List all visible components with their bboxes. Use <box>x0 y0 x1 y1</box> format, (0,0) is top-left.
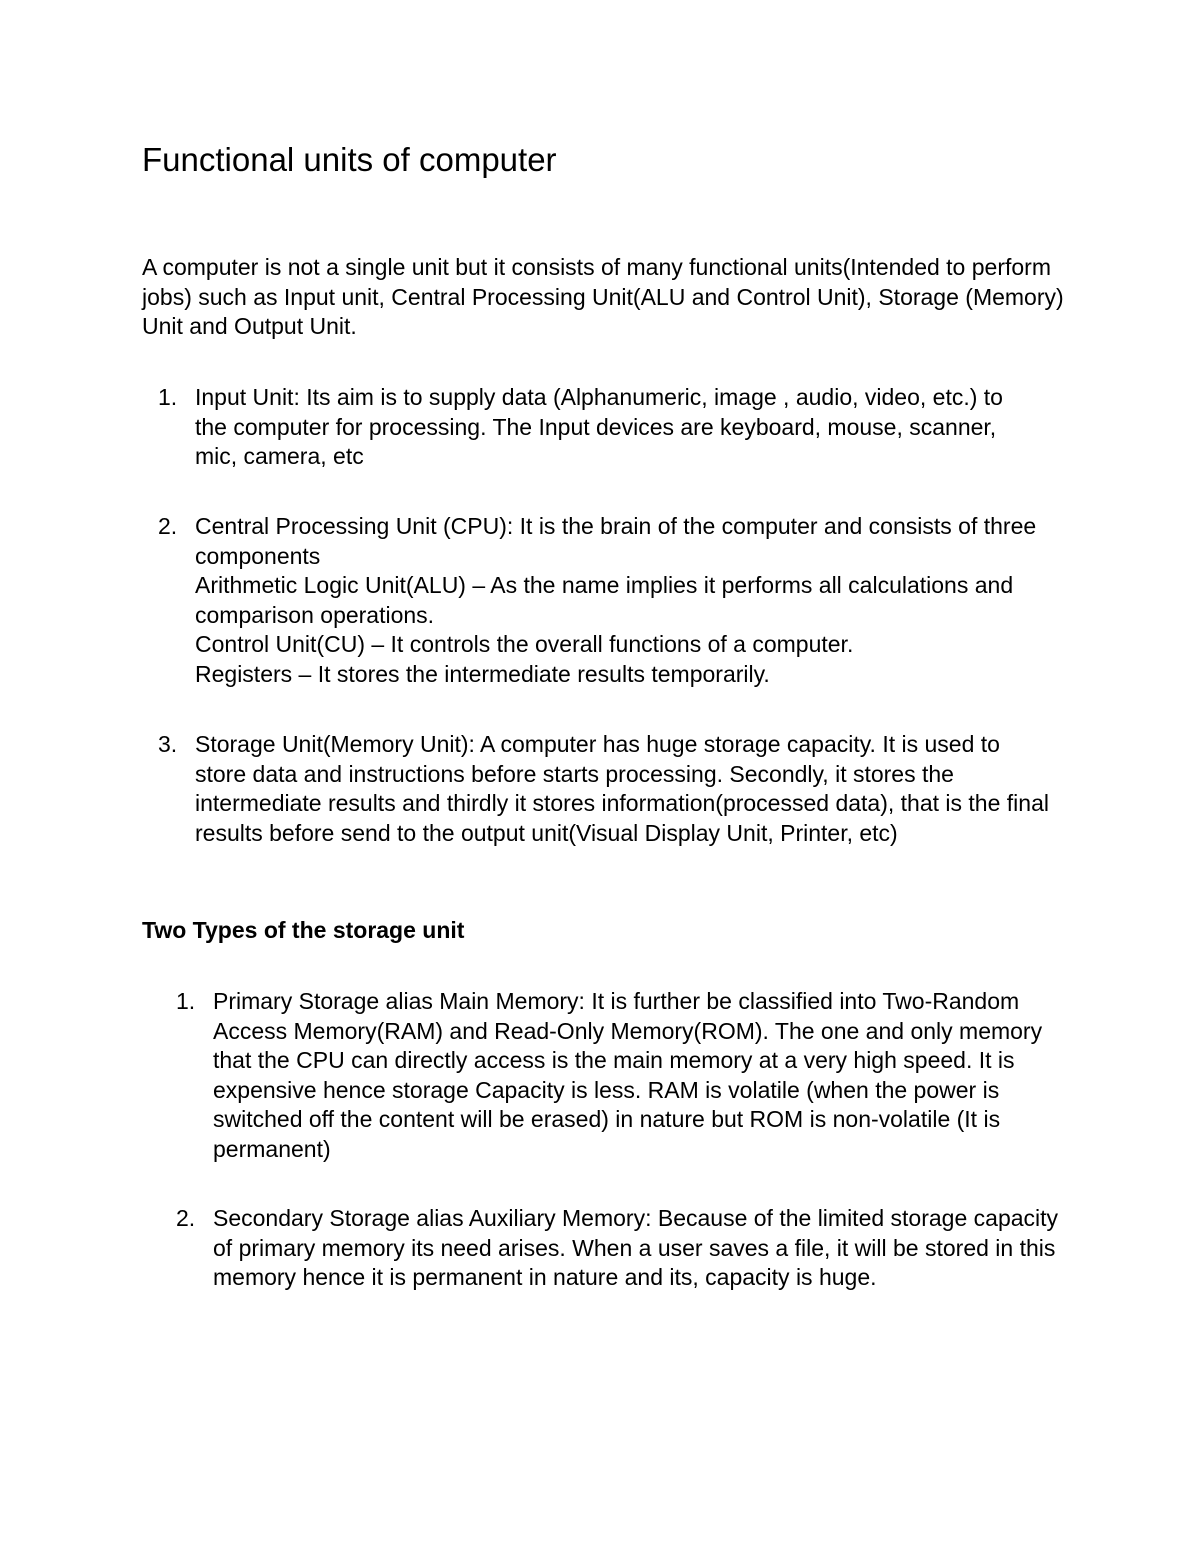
list-item-text: Secondary Storage alias Auxiliary Memory: Because of the limited storage capacity of primary memory its need arises. When a user saves a file, it will be stored in this memory hence it is permanent in nature and its, capacity is huge. <box>213 1205 1059 1290</box>
list-item-body <box>195 512 1075 689</box>
page-title: Functional units of computer <box>142 141 557 178</box>
list-item-text: Central Processing Unit (CPU): It is the brain of the computer and consists of three components <box>195 513 1037 569</box>
list-number: 3. <box>158 731 178 757</box>
intro-paragraph: A computer is not a single unit but it consists of many functional units(Intended to perform jobs) such as Input unit, Central Processing Unit(ALU and Control Unit), Storage (Memory) Unit and Output Unit. <box>142 254 1064 339</box>
list-number: 2. <box>176 1205 196 1231</box>
cpu-component-registers: Registers – It stores the intermediate results temporarily. <box>195 660 770 687</box>
cpu-component-alu: Arithmetic Logic Unit(ALU) – As the name implies it performs all calculations and comparison operations. <box>195 572 1014 628</box>
list-item-body <box>195 383 1035 472</box>
list-item-text: Input Unit: Its aim is to supply data (Alphanumeric, image , audio, video, etc.) to the computer for processing. The Input devices are keyboard, mouse, scanner, mic, camera, etc <box>195 384 1003 469</box>
list-item-body <box>213 987 1073 1164</box>
list-item-text: Storage Unit(Memory Unit): A computer has huge storage capacity. It is used to store data and instructions before starts processing. Secondly, it stores the intermediate results and thirdly it stores information(processed data), that is the final results before send to the output unit(Visual Display Unit, Printer, etc) <box>195 731 1049 846</box>
list-item-text: Primary Storage alias Main Memory: It is further be classified into Two-Random Access Memory(RAM) and Read-Only Memory(ROM). The one and only memory that the CPU can directly access is the main memory at a very high speed. It is expensive hence storage Capacity is less. RAM is volatile (when the power is switched off the content will be erased) in nature but ROM is non-volatile (It is permanent) <box>213 988 1043 1162</box>
list-number: 2. <box>158 513 178 539</box>
list-number: 1. <box>158 384 178 410</box>
cpu-component-cu: Control Unit(CU) – It controls the overall functions of a computer. <box>195 631 854 657</box>
list-item-body <box>195 730 1055 848</box>
list-number: 1. <box>176 988 196 1014</box>
section-heading: Two Types of the storage unit <box>142 917 465 943</box>
list-item-body <box>213 1204 1073 1293</box>
